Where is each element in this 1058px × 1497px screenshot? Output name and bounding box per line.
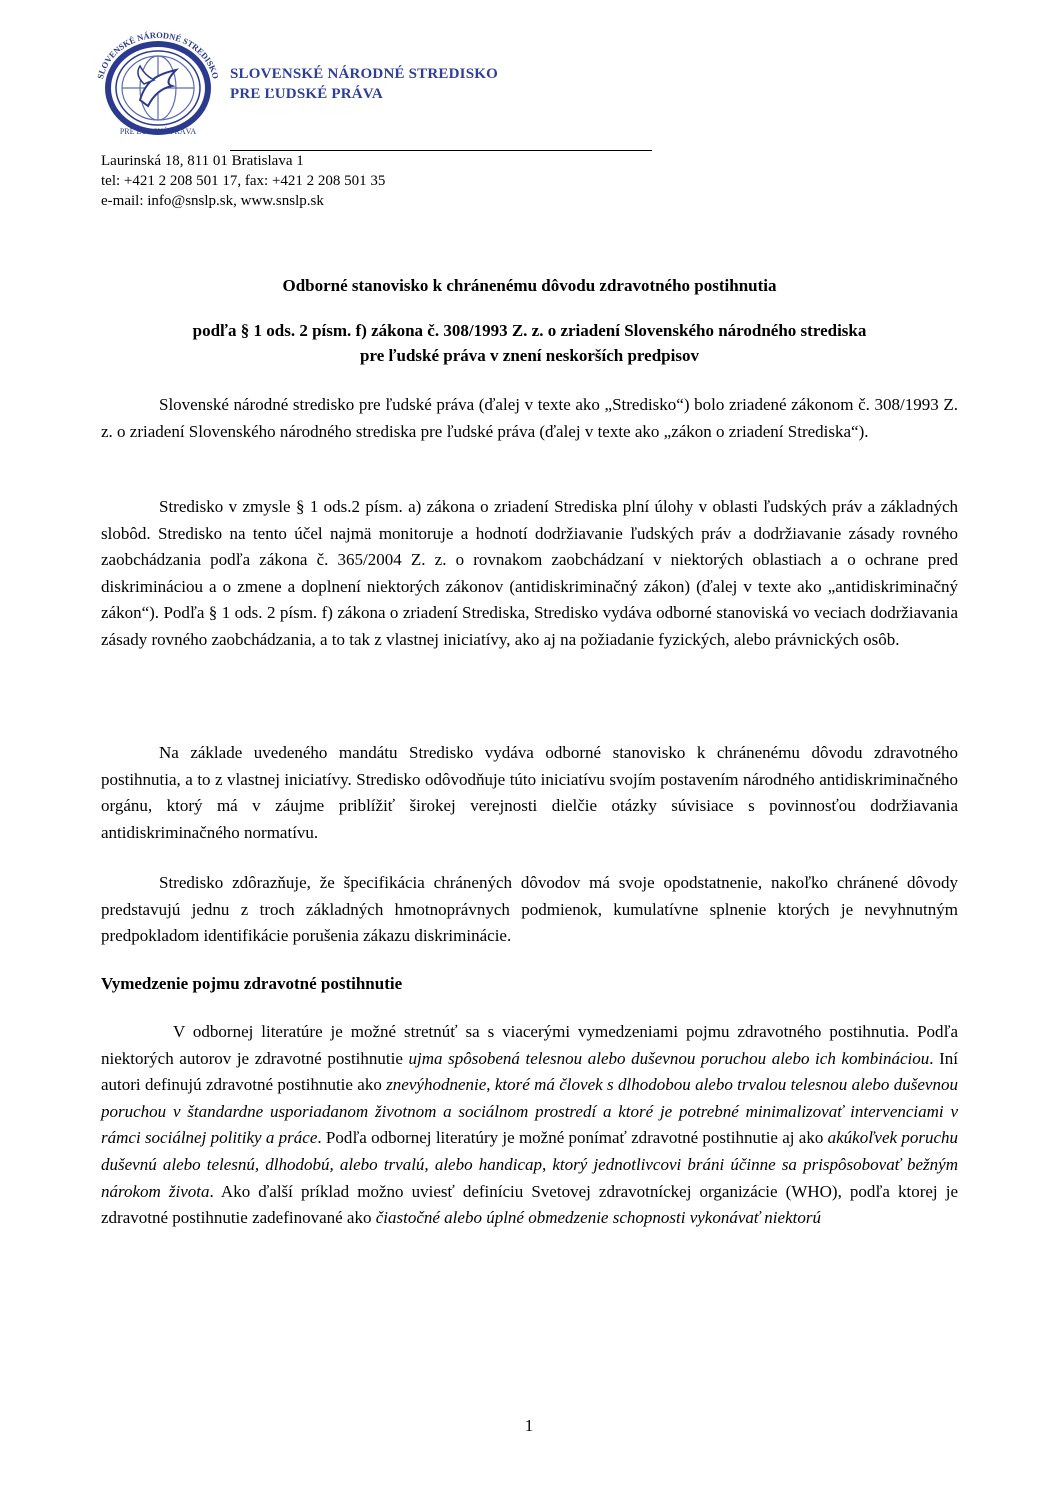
paragraph-5-italic-2: znevýhodnenie, ktoré má človek s dlhodobou alebo trvalou telesnou alebo duševnou poruchou v štandardne usporiadanom životnom a sociálnom prostredí a ktoré je potrebné minimalizovať intervenciami v rámci sociálnej politiky a práce <box>101 1075 958 1148</box>
paragraph-5-italic-4: čiastočné alebo úplné obmedzenie schopnosti vykonávať niektorú <box>375 1208 821 1228</box>
paragraph-5-text-3: . Podľa odbornej literatúry je možné ponímať zdravotné postihnutie aj ako <box>317 1128 828 1148</box>
paragraph-1: Slovenské národné stredisko pre ľudské práva (ďalej v texte ako „Stredisko“) bolo zriadené zákonom č. 308/1993 Z. z. o zriadení Slovenského národného strediska pre ľudské práva (ďalej v texte ako „zákon o zriadení Strediska“). <box>101 395 958 441</box>
paragraph-5-italic-1: ujma spôsobená telesnou alebo duševnou poruchou alebo ich kombináciou <box>408 1048 930 1068</box>
paragraph-5-text-2: . Iní autori definujú zdravotné postihnutie ako <box>101 1048 958 1095</box>
subtitle-line2: pre ľudské práva v znení neskorších predpisov <box>360 346 699 365</box>
postal-address: Laurinská 18, 811 01 Bratislava 1 <box>101 153 304 169</box>
contact-block <box>101 151 385 211</box>
organization-name-line2: PRE ĽUDSKÉ PRÁVA <box>230 86 383 102</box>
email-web: e-mail: info@snslp.sk, www.snslp.sk <box>101 193 324 209</box>
paragraph-5-text-1: V odbornej literatúre je možné stretnúť sa s viacerými vymedzeniami pojmu zdravotného postihnutia. Podľa niektorých autorov je zdravotné postihnutie <box>101 1022 958 1068</box>
svg-text:PRE ĽUDSKÉ PRÁVA: PRE ĽUDSKÉ PRÁVA <box>119 127 197 136</box>
svg-text:SLOVENSKÉ NÁRODNÉ STREDISKO: SLOVENSKÉ NÁRODNÉ STREDISKO <box>95 29 221 80</box>
organization-name-line1: SLOVENSKÉ NÁRODNÉ STREDISKO <box>230 66 498 82</box>
organization-name <box>230 64 498 104</box>
document-title: Odborné stanovisko k chránenému dôvodu zdravotného postihnutia <box>282 276 777 295</box>
subtitle-line1: podľa § 1 ods. 2 písm. f) zákona č. 308/1993 Z. z. o zriadení Slovenského národného strediska <box>192 321 867 340</box>
paragraph-3: Na základe uvedeného mandátu Stredisko vydáva odborné stanovisko k chránenému dôvodu zdravotného postihnutia, a to z vlastnej iniciatívy. Stredisko odôvodňuje túto iniciatívu svojím postavením národného antidiskriminačného orgánu, ktorý má v záujme priblížiť širokej verejnosti dielčie otázky súvisiace s povinnosťou dodržiavania antidiskriminačného normatívu. <box>101 743 958 842</box>
paragraph-4: Stredisko zdôrazňuje, že špecifikácia chránených dôvodov má svoje opodstatnenie, nakoľko chránené dôvody predstavujú jednu z troch základných hmotnoprávnych podmienok, kumulatívne splnenie ktorých je nevyhnutným predpokladom identifikácie porušenia zákazu diskriminácie. <box>101 873 958 946</box>
document-subtitle <box>101 318 958 368</box>
section-heading: Vymedzenie pojmu zdravotné postihnutie <box>101 974 403 993</box>
paragraph-5 <box>101 1019 958 1232</box>
snslp-logo-icon <box>88 26 228 144</box>
paragraph-2: Stredisko v zmysle § 1 ods.2 písm. a) zákona o zriadení Strediska plní úlohy v oblasti ľudských práv a základných slobôd. Stredisko na tento účel najmä monitoruje a hodnotí dodržiavanie ľudských práv a dodržiavanie zásady rovného zaobchádzania podľa zákona č. 365/2004 Z. z. o rovnakom zaobchádzaní v niektorých oblastiach a o ochrane pred diskrimináciou a o zmene a doplnení niektorých zákonov (antidiskriminačný zákon) (ďalej v texte ako „antidiskriminačný zákon“). Podľa § 1 ods. 2 písm. f) zákona o zriadení Strediska, Stredisko vydáva odborné stanoviská vo veciach dodržiavania zásady rovného zaobchádzania, a to tak z vlastnej iniciatívy, ako aj na požiadanie fyzických, alebo právnických osôb. <box>101 497 958 649</box>
phone-fax: tel: +421 2 208 501 17, fax: +421 2 208 501 35 <box>101 173 386 189</box>
page-number: 1 <box>524 1416 534 1435</box>
paragraph-5-italic-3: akúkoľvek poruchu duševnú alebo telesnú, dlhodobú, alebo trvalú, alebo handicap, ktorý jednotlivcovi bráni účinne sa prispôsobovať bežným nárokom života <box>101 1128 958 1201</box>
paragraph-5-text-4: . Ako ďalší príklad možno uviesť definíciu Svetovej zdravotníckej organizácie (WHO), podľa ktorej je zdravotné postihnutie zadefinované ako <box>101 1181 958 1228</box>
